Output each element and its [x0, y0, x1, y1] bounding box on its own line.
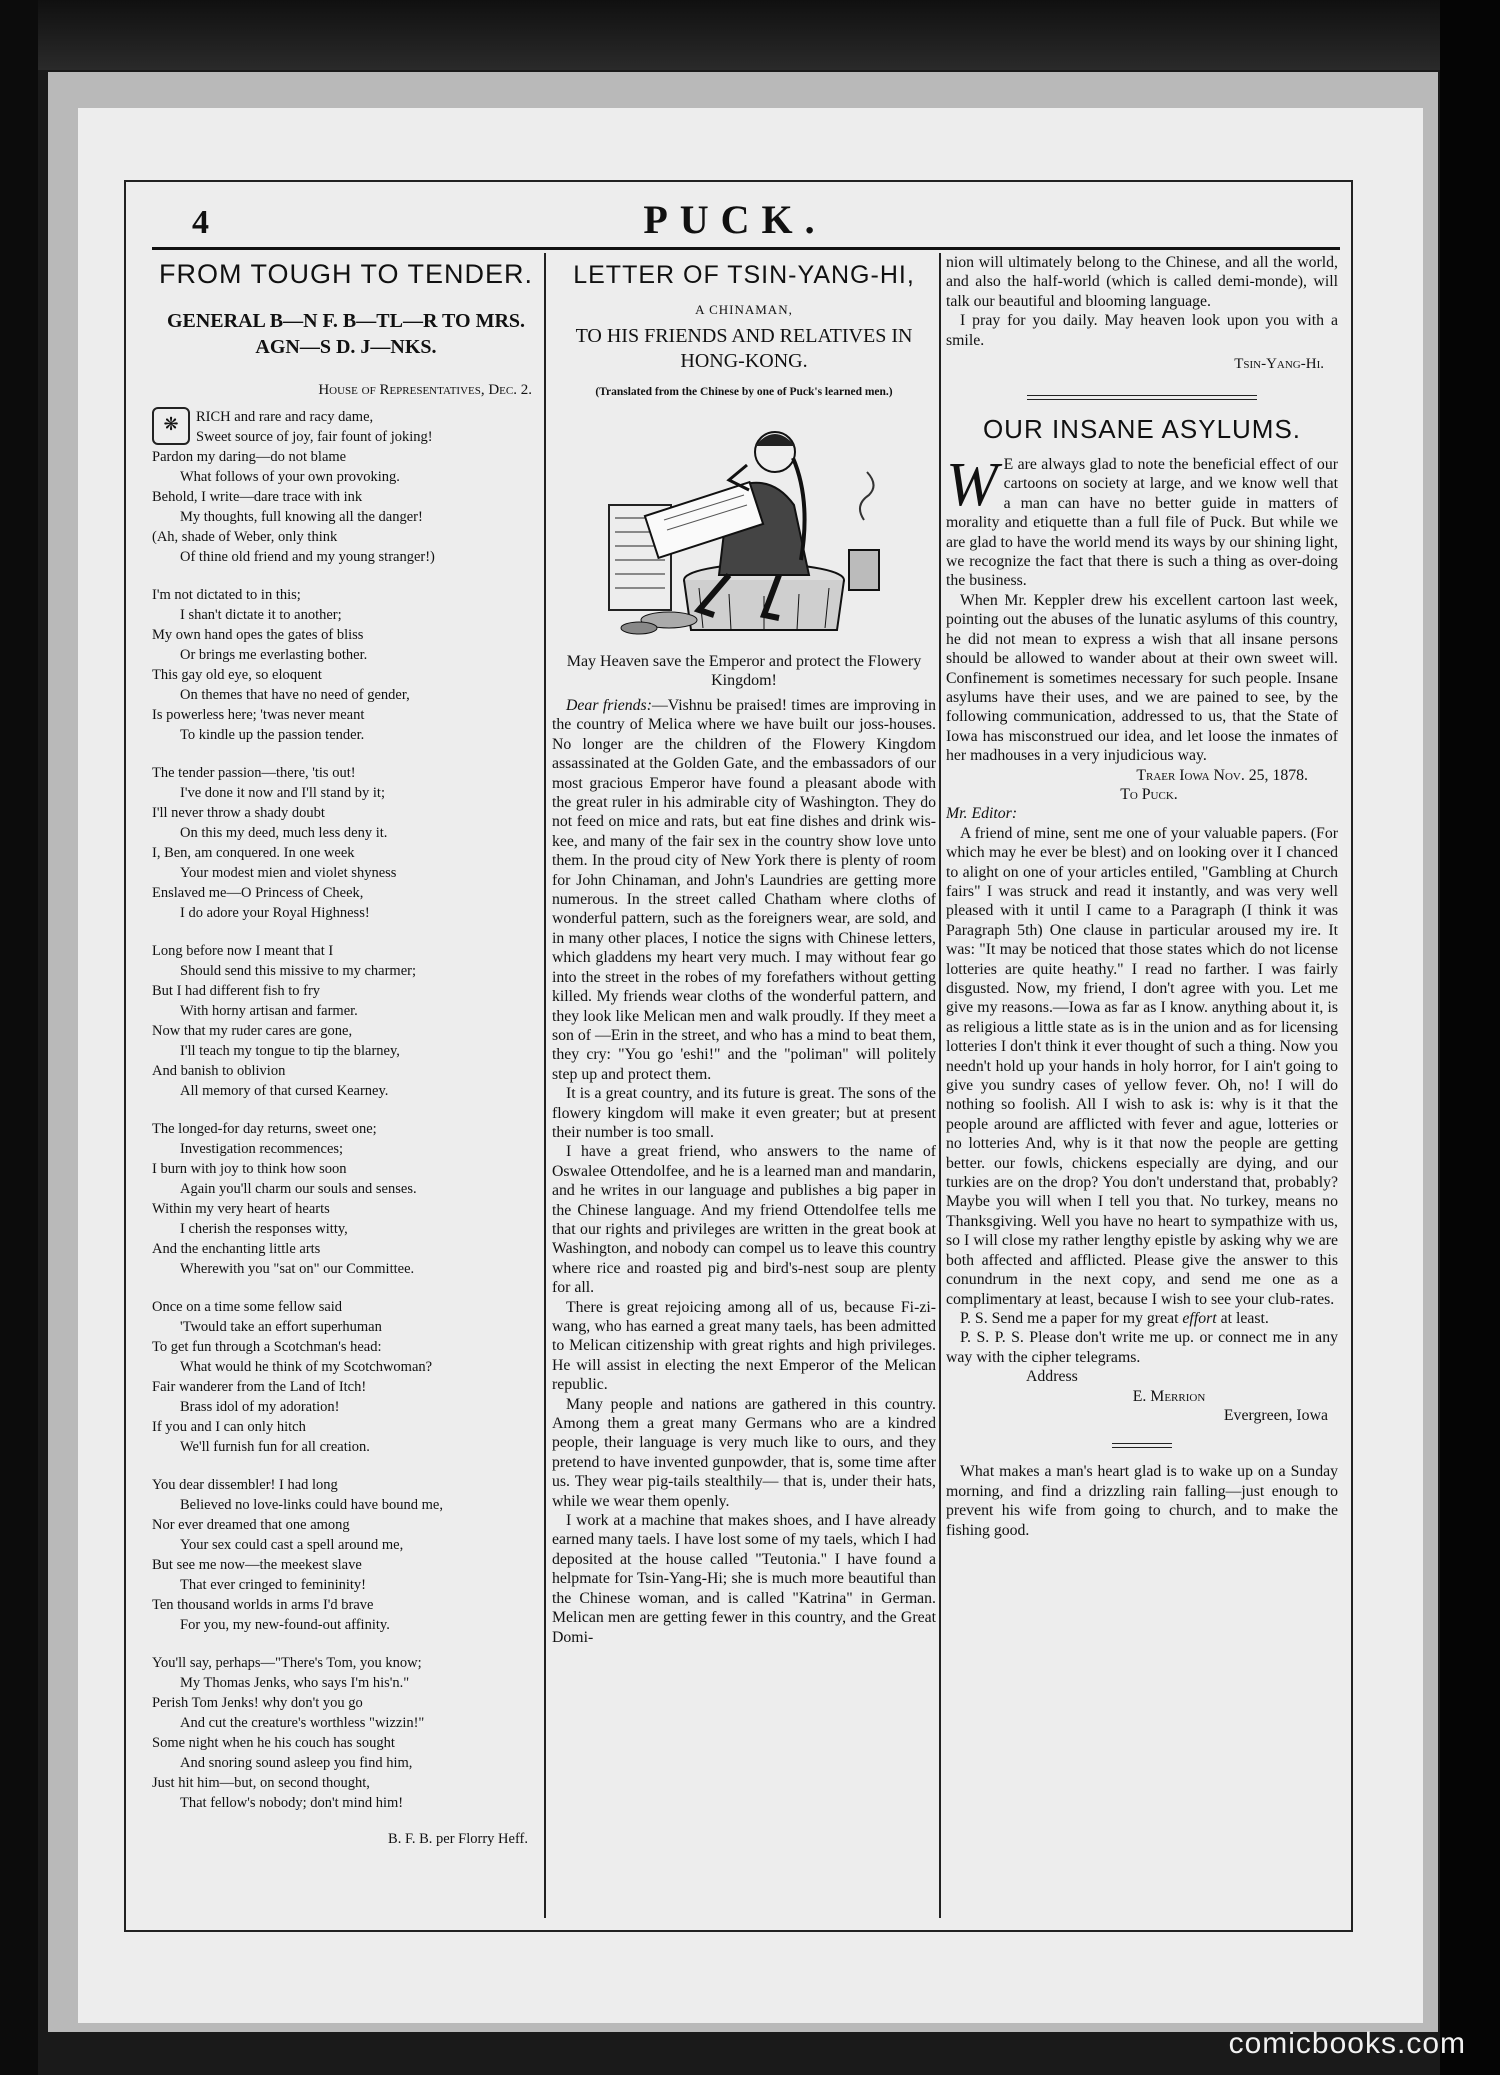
poem-line: Nor ever dreamed that one among — [152, 1517, 350, 1533]
poem-line: Pardon my daring—do not blame — [152, 449, 347, 465]
poem-line: Within my very heart of hearts — [152, 1201, 330, 1217]
poem-line: Now that my ruder cares are gone, — [152, 1023, 353, 1039]
poem-line: But see me now—the meekest slave — [152, 1557, 362, 1573]
site-watermark: comicbooks.com — [1228, 2027, 1466, 2060]
section-divider — [1027, 395, 1257, 400]
poem-line: RICH and rare and racy dame, — [196, 409, 374, 425]
poem-line: Ten thousand worlds in arms I'd brave — [152, 1597, 374, 1613]
poem-line: Fair wanderer from the Land of Itch! — [152, 1379, 367, 1395]
ornament-icon: ❋ — [152, 407, 190, 445]
poem-line: On themes that have no need of gender, — [180, 687, 410, 703]
poem-subtitle: GENERAL B—N F. B—TL—R TO MRS. AGN—S D. J—NKS. — [166, 310, 526, 358]
poem-line: I cherish the responses witty, — [180, 1221, 348, 1237]
column-divider — [939, 253, 941, 1918]
letter-body — [552, 696, 936, 1647]
poem-line: What would he think of my Scotchwoman? — [180, 1359, 433, 1375]
postscript-effort: effort — [1182, 1309, 1217, 1327]
asylums-title: OUR INSANE ASYLUMS. — [982, 414, 1302, 445]
scan-border-left — [0, 0, 38, 2075]
letter-subtitle: TO HIS FRIENDS AND RELATIVES IN HONG-KONG. — [575, 325, 913, 372]
header-rule — [152, 247, 1340, 250]
poem-line: My own hand opes the gates of bliss — [152, 627, 364, 643]
letter-paragraph: I have a great friend, who answers to the name of Oswalee Ottendolfee, and he is a learned man and mandarin, and he writes in our language and publishes a big paper in the Chinese language. And my friend Ottendolfee tells me that our rights and privileges are written in the great book at Washington, and nobody can compel us to leave this country where rice and roasted pig and bird's-nest soup are plenty for all. — [552, 1143, 936, 1297]
letter-signature: Tsin-Yang-Hi. — [1234, 356, 1324, 373]
poem-line: Of thine old friend and my young stranger!) — [180, 549, 435, 565]
reader-letter: A friend of mine, sent me one of your valuable papers. (For which may he ever be blest) and on looking over it I chanced to alight on one of your articles entiled, "Gambling at Church fairs" I was struck and read it instantly, and was very well pleased with it until I came to a Paragraph (I think it was Paragraph 5th) One clause in particular aroused my ire. It was: "It may be noticed that those states which do not license lotteries are quite heathy." I read no farther. I was fairly disgusted. Now, my friend, I don't agree with you. Let me give my reasons.—Iowa as far as I know. anything about it, is as religious a little state as is in the union and as for licensing lotteries I don't think it ever thought of such a thing. Now you needn't hold up your hands in holy horror, for I ain't going to give you sundry cases of yellow fever. Oh, no! I will do nothing so foolish. All I wish to ask is: why is it that the people around are afflicted with fever and ague, lotteries or no lotteries And, why is it that now the people are getting better. our fowls, chickens especially are dying, and our turkies are on the drop? You don't understand that, probably? Maybe you will when I tell you that. No turkey, means no Thanksgiving. Well you have no heart to sympathize with us, so I will close my rather lengthy epistle by asking why we are both affected and afflicted. Please give the answer to this conundrum in the next copy, and send me one as a complimentary at least, because I wish to see your club-rates. — [946, 824, 1338, 1308]
letter-paragraph: I work at a machine that makes shoes, and I have already earned many taels. I have lost some of my taels, which I had deposited at the house called "Teutonia." I have found a helpmate for Tsin-Yang-Hi; she is much more beautiful than the Chinese woman, and is called "Katrina" in German. Melican men are getting fewer in this country, and the Great Domi- — [552, 1512, 936, 1646]
poem-line: Sweet source of joy, fair fount of joking! — [196, 429, 433, 445]
page-number: 4 — [192, 204, 209, 241]
poem-line: I'll never throw a shady doubt — [152, 805, 325, 821]
poem-line: Again you'll charm our souls and senses. — [180, 1181, 417, 1197]
asylums-body — [946, 451, 1338, 1540]
poem-line: Or brings me everlasting bother. — [180, 647, 368, 663]
poem-title: FROM TOUGH TO TENDER. — [158, 259, 534, 289]
poem-line: (Ah, shade of Weber, only think — [152, 529, 338, 545]
poem-line: This gay old eye, so eloquent — [152, 667, 322, 683]
letter-author-line: A CHINAMAN, — [695, 302, 793, 317]
poem-line: Brass idol of my adoration! — [180, 1399, 340, 1415]
letter-addressee: To Puck. — [1120, 785, 1178, 803]
postscript-text: P. S. Send me a paper for my great — [960, 1309, 1183, 1327]
poem-line: I do adore your Royal Highness! — [180, 905, 370, 921]
poem-stanza — [152, 1297, 540, 1457]
poem-line: We'll furnish fun for all creation. — [180, 1439, 370, 1455]
letter-salutation: Mr. Editor: — [946, 805, 1018, 823]
poem-line: My thoughts, full knowing all the danger! — [180, 509, 423, 525]
poem-line: Long before now I meant that I — [152, 943, 334, 959]
letter-paragraph-text: —Vishnu be praised! times are improving in the country of Melica where we have built our joss-houses. No longer are the children of the Flowery Kingdom assassinated at the Golden Gate, and the embassadors of our most gracious Emperor have found a pleasant abode with the great ruler in his admirable city of Washington. They do not feed on mice and rats, but eat fine dishes and drink wis-kee, and many of the fair sex in the country show love unto them. In the proud city of New York there is plenty of room for John Chinaman, and John's Laundries are getting more numerous. In the street called Chatham where cloths of wonderful pattern, such as the foreigners wear, are sold, and in many other places, I notice the signs with Chinese letters, which gladdens my heart very much. I may without fear go into the street in the robes of my forefathers without getting killed. My friends wear cloths of the wonderful pattern, and they look like Melican men and walk proudly. If they meet a son of —Erin in the street, and who has a mind to beat them, they cry: "You go 'eshi!" and the "poliman" will politely step up and protect them. — [552, 697, 936, 1083]
second-postscript: P. S. P. S. Please don't write me up. or connect me in any way with the cipher telegrams. — [946, 1329, 1338, 1366]
postscript-end: at least. — [1216, 1309, 1269, 1327]
poem-line: Believed no love-links could have bound me, — [180, 1497, 443, 1513]
poem-line: For you, my new-found-out affinity. — [180, 1617, 390, 1633]
drop-cap: W — [946, 451, 998, 520]
postscript — [946, 1309, 1338, 1328]
poem-line: Some night when he his couch has sought — [152, 1735, 395, 1751]
chinaman-writing-illustration — [579, 410, 909, 640]
poem-line: Enslaved me—O Princess of Cheek, — [152, 885, 364, 901]
poem-line: I, Ben, am conquered. In one week — [152, 845, 355, 861]
poem-line: You'll say, perhaps—"There's Tom, you know; — [152, 1655, 422, 1671]
poem-line: But I had different fish to fry — [152, 983, 321, 999]
column-asylums — [946, 253, 1338, 1918]
poem-stanza — [152, 763, 540, 923]
poem-line: I burn with joy to think how soon — [152, 1161, 347, 1177]
poem-line: To get fun through a Scotchman's head: — [152, 1339, 382, 1355]
poem-line: I'm not dictated to in this; — [152, 587, 301, 603]
poem-line: With horny artisan and farmer. — [180, 1003, 358, 1019]
poem-line: And snoring sound asleep you find him, — [180, 1755, 413, 1771]
letter-paragraph: Many people and nations are gathered in this country. Among them a great many Germans who are a kindred people, their language is very much like to ours, and they pretend to have invented gunpowder, that is, some time after us. They wear pig-tails stealthily— that is, under their hats, while we wear them openly. — [552, 1395, 936, 1510]
poem-stanza — [152, 407, 540, 567]
column-divider — [544, 253, 546, 1918]
writer-name: E. Merrion — [1132, 1387, 1206, 1405]
poem-line: And banish to oblivion — [152, 1063, 286, 1079]
asylums-paragraph-text: E are always glad to note the beneficial effect of our cartoons on society at large, and we know well that a man can have no better guide in matters of morality and etiquette than a full file of Puck. But while we are glad to have the world mend its ways by our shining light, we recognize the fact that there is such a thing as over-doing the business. — [946, 456, 1338, 590]
poem-line: If you and I can only hitch — [152, 1419, 306, 1435]
poem-line: 'Twould take an effort superhuman — [180, 1319, 382, 1335]
letter-paragraph: It is a great country, and its future is great. The sons of the flowery kingdom will make it even greater; but at present their number is too small. — [552, 1085, 936, 1141]
letter-greeting: Dear friends: — [566, 697, 652, 714]
letter-paragraph — [552, 696, 936, 1084]
scan-border-right — [1440, 0, 1500, 2075]
poem-stanza — [152, 941, 540, 1101]
poem-line: That ever cringed to femininity! — [180, 1577, 367, 1593]
asylums-paragraph — [946, 451, 1338, 591]
poem-line: I shan't dictate it to another; — [180, 607, 342, 623]
poem-line: I've done it now and I'll stand by it; — [180, 785, 385, 801]
poem-line: Once on a time some fellow said — [152, 1299, 343, 1315]
letter-continuation — [946, 253, 1338, 350]
column-letter — [552, 253, 936, 1918]
poem-line: Just hit him—but, on second thought, — [152, 1775, 370, 1791]
letter-paragraph: There is great rejoicing among all of us, because Fi-zi-wang, who has earned a great many taels, has been admitted to Melican citizenship with great rights and high privileges. He will assist in electing the next Emperor of the Melican republic. — [552, 1298, 936, 1394]
letter-continued-text: nion will ultimately belong to the Chinese, and all the world, and also the half-world (which is called demi-monde), will talk our beautiful and blooming language. — [946, 254, 1338, 310]
letter-title: LETTER OF TSIN-YANG-HI, — [573, 261, 915, 289]
page-header — [140, 190, 1330, 250]
poem-line: And the enchanting little arts — [152, 1241, 321, 1257]
poem-line: Wherewith you "sat on" our Committee. — [180, 1261, 415, 1277]
letter-prayer: I pray for you daily. May heaven look upon you with a smile. — [946, 312, 1338, 349]
poem-line: On this my deed, much less deny it. — [180, 825, 388, 841]
poem-line: To kindle up the passion tender. — [180, 727, 365, 743]
poem-line: My Thomas Jenks, who says I'm his'n." — [180, 1675, 410, 1691]
illustration-caption: May Heaven save the Emperor and protect the Flowery Kingdom! — [566, 653, 922, 689]
address-label: Address — [1026, 1368, 1078, 1386]
poem-stanza — [152, 1119, 540, 1279]
closing-paragraph: What makes a man's heart glad is to wake up on a Sunday morning, and find a drizzling rain falling—just enough to prevent his wife from going to church, and to make the fishing good. — [946, 1463, 1338, 1539]
masthead: PUCK. — [643, 197, 827, 242]
poem-line: The longed-for day returns, sweet one; — [152, 1121, 377, 1137]
letter-date: Traer Iowa Nov. 25, 1878. — [1136, 766, 1308, 784]
column-poem — [152, 253, 540, 1918]
poem-line: And cut the creature's worthless "wizzin!" — [180, 1715, 425, 1731]
poem-line: The tender passion—there, 'tis out! — [152, 765, 356, 781]
poem-line: Your sex could cast a spell around me, — [180, 1537, 404, 1553]
asylums-paragraph: When Mr. Keppler drew his excellent cartoon last week, pointing out the abuses of the lunatic asylums of this country, he did not mean to express a wish that all insane persons should be allowed to wander about at their own sweet will. Confinement is sometimes necessary for such people. Insane asylums have their uses, and we are pained to see, by the following communication, addressed to us, that the State of Iowa has misconstrued our idea, and let loose the inmates of her madhouses in a very injudicious way. — [946, 591, 1338, 765]
section-divider — [1112, 1443, 1172, 1448]
poem-stanza — [152, 1653, 540, 1813]
poem-line: Behold, I write—dare trace with ink — [152, 489, 363, 505]
poem-line: Perish Tom Jenks! why don't you go — [152, 1695, 363, 1711]
scan-border-top — [0, 0, 1500, 70]
poem-line: I'll teach my tongue to tip the blarney, — [180, 1043, 400, 1059]
poem-line: What follows of your own provoking. — [180, 469, 400, 485]
poem-line: Investigation recommences; — [180, 1141, 344, 1157]
poem-line: Is powerless here; 'twas never meant — [152, 707, 365, 723]
poem-line: You dear dissembler! I had long — [152, 1477, 338, 1493]
poem-dateline: House of Representatives, Dec. 2. — [318, 382, 532, 398]
poem-line: All memory of that cursed Kearney. — [180, 1083, 389, 1099]
poem-body — [152, 407, 540, 1813]
poem-signoff: B. F. B. per Florry Heff. — [388, 1831, 528, 1847]
poem-stanza — [152, 585, 540, 745]
poem-line: Should send this missive to my charmer; — [180, 963, 417, 979]
writer-place: Evergreen, Iowa — [1223, 1406, 1328, 1424]
translation-note: (Translated from the Chinese by one of Puck's learned men.) — [595, 386, 893, 398]
poem-line: That fellow's nobody; don't mind him! — [180, 1795, 404, 1811]
poem-stanza — [152, 1475, 540, 1635]
poem-line: Your modest mien and violet shyness — [180, 865, 397, 881]
